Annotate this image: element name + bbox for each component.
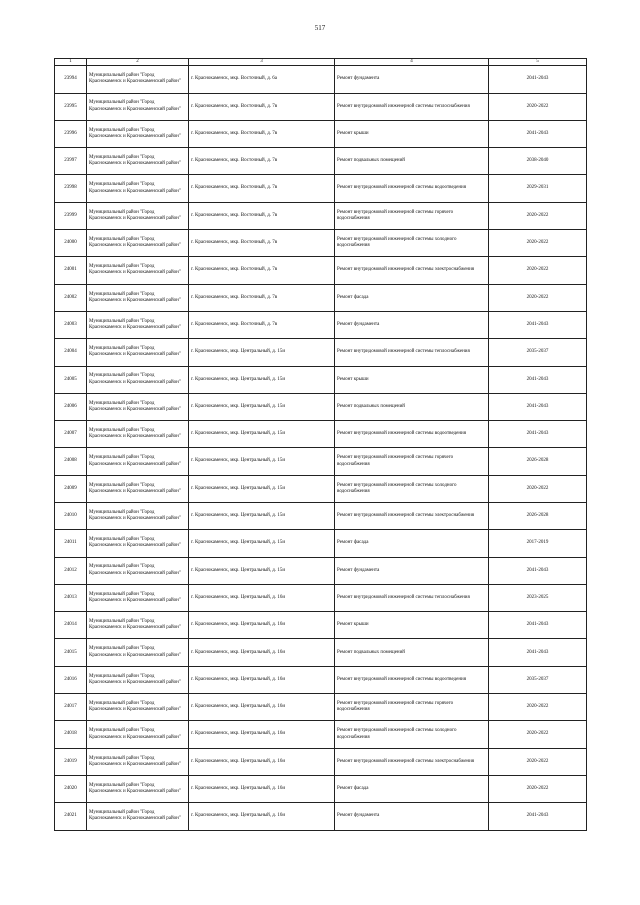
table-row [55,694,587,721]
row-number-cell: 24013 [55,584,87,611]
municipality-cell: Муниципальный район "Город Краснокаменск и Краснокаменский район" [87,66,189,93]
table-row [55,284,587,311]
period-cell: 2020-2022 [489,284,587,311]
work-type-cell: Ремонт крыши [335,366,489,393]
address-cell: г. Краснокаменск, мкр. Восточный, д. 7в [189,93,335,120]
address-cell: г. Краснокаменск, мкр. Центральный, д. 16и [189,748,335,775]
row-number-cell: 24003 [55,311,87,338]
period-cell: 2020-2022 [489,202,587,229]
work-type-cell: Ремонт внутридомовой инженерной системы электроснабжения [335,503,489,530]
period-cell: 2020-2022 [489,475,587,502]
row-number-cell: 24012 [55,557,87,584]
municipality-cell: Муниципальный район "Город Краснокаменск и Краснокаменский район" [87,93,189,120]
municipality-cell: Муниципальный район "Город Краснокаменск и Краснокаменский район" [87,148,189,175]
table-row [55,202,587,229]
table-row [55,475,587,502]
column-header-2: 2 [87,59,189,66]
table-row [55,257,587,284]
period-cell: 2041-2043 [489,421,587,448]
row-number-cell: 23998 [55,175,87,202]
table-row [55,175,587,202]
period-cell: 2020-2022 [489,694,587,721]
period-cell: 2023-2025 [489,584,587,611]
row-number-cell: 24015 [55,639,87,666]
row-number-cell: 24006 [55,393,87,420]
row-number-cell: 24017 [55,694,87,721]
municipality-cell: Муниципальный район "Город Краснокаменск и Краснокаменский район" [87,639,189,666]
period-cell: 2017-2019 [489,530,587,557]
municipality-cell: Муниципальный район "Город Краснокаменск и Краснокаменский район" [87,666,189,693]
municipality-cell: Муниципальный район "Город Краснокаменск и Краснокаменский район" [87,721,189,748]
table-row [55,366,587,393]
address-cell: г. Краснокаменск, мкр. Восточный, д. 6а [189,66,335,93]
municipality-cell: Муниципальный район "Город Краснокаменск и Краснокаменский район" [87,393,189,420]
address-cell: г. Краснокаменск, мкр. Восточный, д. 7в [189,257,335,284]
work-type-cell: Ремонт фундамента [335,557,489,584]
work-type-cell: Ремонт внутридомовой инженерной системы водоотведения [335,175,489,202]
row-number-cell: 24010 [55,503,87,530]
table-row [55,612,587,639]
row-number-cell: 24008 [55,448,87,475]
municipality-cell: Муниципальный район "Город Краснокаменск и Краснокаменский район" [87,775,189,802]
work-type-cell: Ремонт крыши [335,612,489,639]
address-cell: г. Краснокаменск, мкр. Центральный, д. 16и [189,694,335,721]
table-row [55,230,587,257]
address-cell: г. Краснокаменск, мкр. Центральный, д. 15и [189,393,335,420]
work-type-cell: Ремонт внутридомовой инженерной системы теплоснабжения [335,584,489,611]
work-type-cell: Ремонт внутридомовой инженерной системы горячего водоснабжения [335,202,489,229]
municipality-cell: Муниципальный район "Город Краснокаменск и Краснокаменский район" [87,475,189,502]
period-cell: 2020-2022 [489,230,587,257]
municipality-cell: Муниципальный район "Город Краснокаменск и Краснокаменский район" [87,421,189,448]
period-cell: 2020-2022 [489,721,587,748]
table-row [55,339,587,366]
municipality-cell: Муниципальный район "Город Краснокаменск и Краснокаменский район" [87,120,189,147]
row-number-cell: 24001 [55,257,87,284]
period-cell: 2035-2037 [489,666,587,693]
work-type-cell: Ремонт подвальных помещений [335,148,489,175]
table-row [55,584,587,611]
municipality-cell: Муниципальный район "Город Краснокаменск и Краснокаменский район" [87,257,189,284]
address-cell: г. Краснокаменск, мкр. Центральный, д. 15и [189,530,335,557]
work-type-cell: Ремонт фундамента [335,66,489,93]
address-cell: г. Краснокаменск, мкр. Центральный, д. 15и [189,557,335,584]
municipality-cell: Муниципальный район "Город Краснокаменск и Краснокаменский район" [87,612,189,639]
work-type-cell: Ремонт внутридомовой инженерной системы холодного водоснабжения [335,721,489,748]
period-cell: 2020-2022 [489,93,587,120]
table-row [55,666,587,693]
table-row [55,721,587,748]
address-cell: г. Краснокаменск, мкр. Восточный, д. 7в [189,284,335,311]
period-cell: 2041-2043 [489,393,587,420]
period-cell: 2041-2043 [489,120,587,147]
period-cell: 2041-2043 [489,557,587,584]
municipality-cell: Муниципальный район "Город Краснокаменск и Краснокаменский район" [87,366,189,393]
work-type-cell: Ремонт внутридомовой инженерной системы теплоснабжения [335,93,489,120]
period-cell: 2041-2043 [489,66,587,93]
work-type-cell: Ремонт фасада [335,775,489,802]
period-cell: 2041-2043 [489,612,587,639]
address-cell: г. Краснокаменск, мкр. Центральный, д. 15и [189,366,335,393]
address-cell: г. Краснокаменск, мкр. Центральный, д. 15и [189,475,335,502]
row-number-cell: 24018 [55,721,87,748]
table-row [55,503,587,530]
municipality-cell: Муниципальный район "Город Краснокаменск и Краснокаменский район" [87,748,189,775]
work-type-cell: Ремонт фасада [335,284,489,311]
period-cell: 2041-2043 [489,639,587,666]
work-type-cell: Ремонт внутридомовой инженерной системы электроснабжения [335,748,489,775]
row-number-cell: 24009 [55,475,87,502]
table-row [55,639,587,666]
address-cell: г. Краснокаменск, мкр. Центральный, д. 16и [189,803,335,830]
address-cell: г. Краснокаменск, мкр. Центральный, д. 15и [189,421,335,448]
row-number-cell: 24002 [55,284,87,311]
work-type-cell: Ремонт крыши [335,120,489,147]
table-header-row [55,59,587,66]
work-type-cell: Ремонт фундамента [335,803,489,830]
municipality-cell: Муниципальный район "Город Краснокаменск и Краснокаменский район" [87,175,189,202]
row-number-cell: 24004 [55,339,87,366]
period-cell: 2041-2043 [489,311,587,338]
municipality-cell: Муниципальный район "Город Краснокаменск и Краснокаменский район" [87,694,189,721]
column-header-1: 1 [55,59,87,66]
row-number-cell: 23999 [55,202,87,229]
work-type-cell: Ремонт фасада [335,530,489,557]
table-row [55,393,587,420]
work-type-cell: Ремонт фундамента [335,311,489,338]
table-row [55,775,587,802]
work-type-cell: Ремонт внутридомовой инженерной системы горячего водоснабжения [335,694,489,721]
table-row [55,148,587,175]
period-cell: 2029-2031 [489,175,587,202]
row-number-cell: 23997 [55,148,87,175]
work-type-cell: Ремонт внутридомовой инженерной системы водоотведения [335,666,489,693]
table-row [55,120,587,147]
work-type-cell: Ремонт внутридомовой инженерной системы электроснабжения [335,257,489,284]
work-type-cell: Ремонт внутридомовой инженерной системы горячего водоснабжения [335,448,489,475]
municipality-cell: Муниципальный район "Город Краснокаменск и Краснокаменский район" [87,803,189,830]
period-cell: 2026-2028 [489,503,587,530]
address-cell: г. Краснокаменск, мкр. Центральный, д. 16и [189,612,335,639]
address-cell: г. Краснокаменск, мкр. Центральный, д. 16и [189,639,335,666]
address-cell: г. Краснокаменск, мкр. Восточный, д. 7в [189,175,335,202]
address-cell: г. Краснокаменск, мкр. Восточный, д. 7в [189,311,335,338]
work-type-cell: Ремонт подвальных помещений [335,393,489,420]
address-cell: г. Краснокаменск, мкр. Восточный, д. 7в [189,148,335,175]
column-header-5: 5 [489,59,587,66]
municipality-cell: Муниципальный район "Город Краснокаменск и Краснокаменский район" [87,202,189,229]
period-cell: 2035-2037 [489,339,587,366]
address-cell: г. Краснокаменск, мкр. Центральный, д. 15и [189,448,335,475]
address-cell: г. Краснокаменск, мкр. Центральный, д. 15и [189,339,335,366]
row-number-cell: 23996 [55,120,87,147]
table-row [55,421,587,448]
table-row [55,93,587,120]
municipality-cell: Муниципальный район "Город Краснокаменск и Краснокаменский район" [87,339,189,366]
address-cell: г. Краснокаменск, мкр. Центральный, д. 16и [189,666,335,693]
municipality-cell: Муниципальный район "Город Краснокаменск и Краснокаменский район" [87,584,189,611]
work-type-cell: Ремонт внутридомовой инженерной системы водоотведения [335,421,489,448]
address-cell: г. Краснокаменск, мкр. Центральный, д. 15и [189,503,335,530]
column-header-4: 4 [335,59,489,66]
address-cell: г. Краснокаменск, мкр. Восточный, д. 7в [189,120,335,147]
period-cell: 2020-2022 [489,257,587,284]
work-type-cell: Ремонт внутридомовой инженерной системы теплоснабжения [335,339,489,366]
address-cell: г. Краснокаменск, мкр. Восточный, д. 7в [189,202,335,229]
table-body [55,66,587,830]
row-number-cell: 23994 [55,66,87,93]
municipality-cell: Муниципальный район "Город Краснокаменск и Краснокаменский район" [87,557,189,584]
table-row [55,530,587,557]
address-cell: г. Краснокаменск, мкр. Центральный, д. 16и [189,721,335,748]
column-header-3: 3 [189,59,335,66]
row-number-cell: 24000 [55,230,87,257]
row-number-cell: 24021 [55,803,87,830]
table-row [55,311,587,338]
row-number-cell: 24019 [55,748,87,775]
period-cell: 2020-2022 [489,775,587,802]
table-row [55,66,587,93]
work-type-cell: Ремонт внутридомовой инженерной системы холодного водоснабжения [335,475,489,502]
period-cell: 2041-2043 [489,366,587,393]
table-row [55,748,587,775]
row-number-cell: 24007 [55,421,87,448]
municipality-cell: Муниципальный район "Город Краснокаменск и Краснокаменский район" [87,448,189,475]
municipality-cell: Муниципальный район "Город Краснокаменск и Краснокаменский район" [87,530,189,557]
address-cell: г. Краснокаменск, мкр. Восточный, д. 7в [189,230,335,257]
municipality-cell: Муниципальный район "Город Краснокаменск и Краснокаменский район" [87,311,189,338]
municipality-cell: Муниципальный район "Город Краснокаменск и Краснокаменский район" [87,503,189,530]
table-row [55,557,587,584]
period-cell: 2020-2022 [489,748,587,775]
period-cell: 2026-2028 [489,448,587,475]
row-number-cell: 24005 [55,366,87,393]
row-number-cell: 24016 [55,666,87,693]
address-cell: г. Краснокаменск, мкр. Центральный, д. 16и [189,775,335,802]
row-number-cell: 24014 [55,612,87,639]
municipality-cell: Муниципальный район "Город Краснокаменск и Краснокаменский район" [87,284,189,311]
page-number: 517 [314,24,326,32]
work-type-cell: Ремонт подвальных помещений [335,639,489,666]
period-cell: 2041-2043 [489,803,587,830]
works-table [54,58,587,831]
table-row [55,448,587,475]
table-row [55,803,587,830]
row-number-cell: 23995 [55,93,87,120]
work-type-cell: Ремонт внутридомовой инженерной системы холодного водоснабжения [335,230,489,257]
address-cell: г. Краснокаменск, мкр. Центральный, д. 16и [189,584,335,611]
row-number-cell: 24020 [55,775,87,802]
period-cell: 2038-2040 [489,148,587,175]
row-number-cell: 24011 [55,530,87,557]
municipality-cell: Муниципальный район "Город Краснокаменск и Краснокаменский район" [87,230,189,257]
